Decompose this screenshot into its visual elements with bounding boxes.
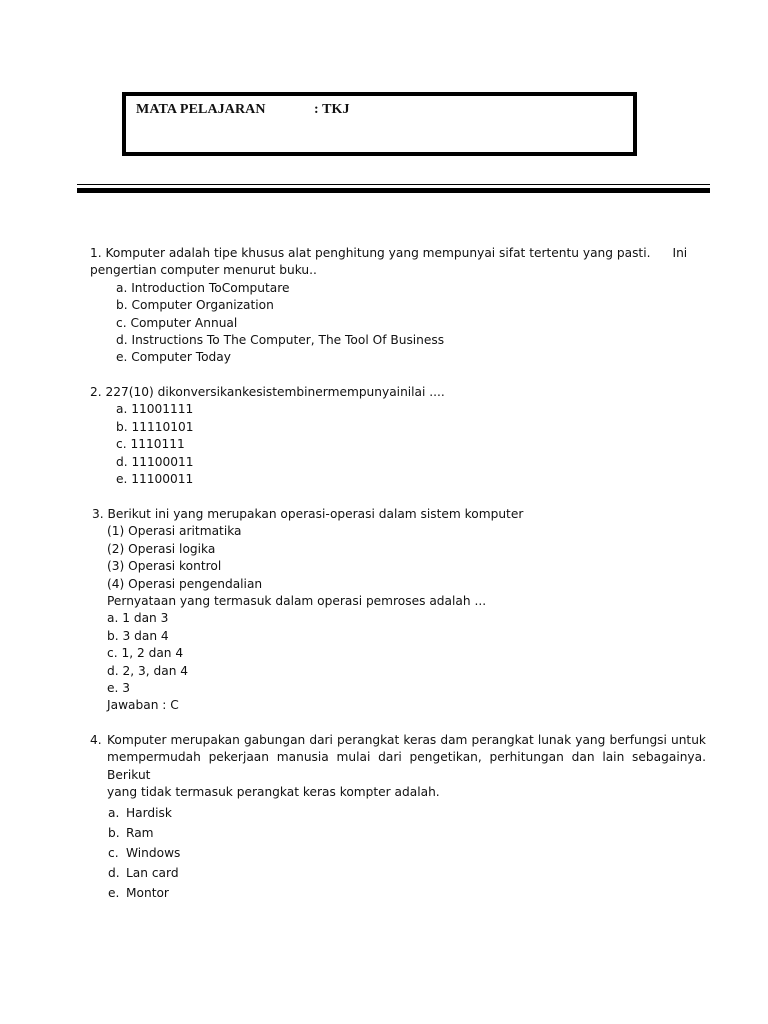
question-4-option-e-letter: e. xyxy=(108,885,120,900)
question-4-stem-line2: mempermudah pekerjaan manusia mulai dari pengetikan, perhitungan dan lain sebagainya. Berikut xyxy=(107,750,706,782)
question-3-answer: Jawaban : C xyxy=(107,698,179,713)
question-4-stem-line3: yang tidak termasuk perangkat keras kompter adalah. xyxy=(107,785,440,800)
question-4-option-b-letter: b. xyxy=(108,825,120,840)
question-4-option-d-letter: d. xyxy=(108,865,120,880)
question-1-stem-line2: pengertian computer menurut buku.. xyxy=(90,263,317,278)
question-2-option-b: b. 11110101 xyxy=(116,419,194,434)
question-3-option-e: e. 3 xyxy=(107,681,131,696)
question-1-option-e: e. Computer Today xyxy=(116,350,231,365)
question-4-option-d xyxy=(90,863,706,883)
question-3-option-c: c. 1, 2 dan 4 xyxy=(107,646,184,661)
divider-thick xyxy=(77,188,710,193)
question-1-option-b: b. Computer Organization xyxy=(116,298,274,313)
question-1-option-a: a. Introduction ToComputare xyxy=(116,280,290,295)
question-3-item-1: (1) Operasi aritmatika xyxy=(107,524,242,539)
question-2-option-a: a. 11001111 xyxy=(116,402,194,417)
question-4-option-a-letter: a. xyxy=(108,805,120,820)
question-2-option-e: e. 11100011 xyxy=(116,472,194,487)
subject-label: MATA PELAJARAN xyxy=(136,102,266,117)
subject-header-box xyxy=(122,92,637,156)
question-1-option-d: d. Instructions To The Computer, The Tool Of Business xyxy=(116,333,445,348)
question-4-stem-line1: Komputer merupakan gabungan dari perangkat keras dam perangkat lunak yang berfungsi untuk xyxy=(107,733,706,747)
question-3-prompt: Pernyataan yang termasuk dalam operasi pemroses adalah ... xyxy=(107,594,487,609)
question-3-option-d: d. 2, 3, dan 4 xyxy=(107,663,189,678)
question-2-stem: 2. 227(10) dikonversikankesistembinermempunyainilai .... xyxy=(90,385,445,399)
question-4-option-e-text: Montor xyxy=(126,885,169,900)
question-3-item-4: (4) Operasi pengendalian xyxy=(107,576,263,591)
question-3-option-a: a. 1 dan 3 xyxy=(107,611,169,626)
divider-thin xyxy=(77,184,710,185)
question-3-item-3: (3) Operasi kontrol xyxy=(107,559,222,574)
question-3-option-b: b. 3 dan 4 xyxy=(107,628,169,643)
question-4-option-b xyxy=(90,823,706,843)
question-3-item-2: (2) Operasi logika xyxy=(107,541,216,556)
question-1-stem xyxy=(90,245,710,262)
question-4-option-d-text: Lan card xyxy=(126,865,179,880)
question-4-option-c-letter: c. xyxy=(108,845,119,860)
question-4-option-e xyxy=(90,883,706,903)
subject-header xyxy=(136,102,350,118)
question-2 xyxy=(90,384,710,488)
question-2-option-c: c. 1110111 xyxy=(116,437,185,452)
question-1-stem-line1: 1. Komputer adalah tipe khusus alat penghitung yang mempunyai sifat tertentu yang pasti. xyxy=(90,246,651,260)
question-1 xyxy=(90,245,710,367)
question-4-stem-first xyxy=(90,732,706,749)
question-3 xyxy=(92,506,712,715)
question-1-option-c: c. Computer Annual xyxy=(116,315,238,330)
question-4-options xyxy=(90,803,706,903)
question-4-option-a-text: Hardisk xyxy=(126,805,172,820)
question-4-option-c-text: Windows xyxy=(126,845,181,860)
question-4 xyxy=(90,732,706,903)
subject-value: : TKJ xyxy=(314,102,350,117)
question-3-stem: 3. Berikut ini yang merupakan operasi-operasi dalam sistem komputer xyxy=(92,507,524,521)
question-4-option-c xyxy=(90,843,706,863)
question-2-option-d: d. 11100011 xyxy=(116,454,194,469)
question-4-number: 4. xyxy=(90,733,102,747)
question-1-stem-tail: Ini xyxy=(672,246,688,260)
question-4-option-a xyxy=(90,803,706,823)
question-4-option-b-text: Ram xyxy=(126,825,154,840)
